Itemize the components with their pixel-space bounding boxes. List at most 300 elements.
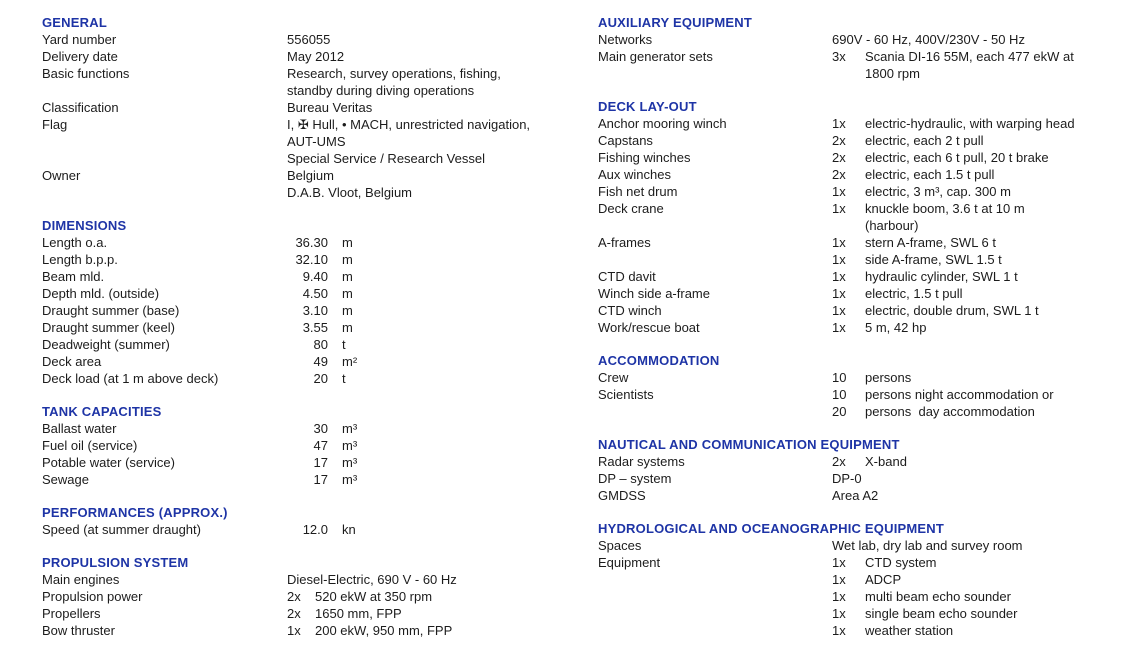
spec-row xyxy=(42,319,567,336)
spec-row xyxy=(42,588,567,605)
spec-label: Bow thruster xyxy=(42,623,115,638)
section-general xyxy=(42,14,567,201)
section-title: HYDROLOGICAL AND OCEANOGRAPHIC EQUIPMENT xyxy=(598,521,945,536)
value-number: 32.10 xyxy=(295,252,328,267)
quantity: 1x xyxy=(832,269,846,284)
section-deck-lay-out xyxy=(598,98,1136,336)
spec-value-line xyxy=(287,65,567,82)
value-text: Wet lab, dry lab and survey room xyxy=(832,538,1023,553)
spec-value xyxy=(832,453,1136,470)
spec-row xyxy=(42,31,567,48)
spec-label: Crew xyxy=(598,370,629,385)
spec-row xyxy=(42,622,567,639)
spec-label: Basic functions xyxy=(42,66,130,81)
spec-label: Fishing winches xyxy=(598,150,691,165)
spec-value-line xyxy=(832,251,1136,268)
spec-label: Classification xyxy=(42,100,119,115)
section-dimensions xyxy=(42,217,567,387)
value-unit: t xyxy=(342,371,346,386)
value-number: 4.50 xyxy=(302,286,328,301)
value-unit: m xyxy=(342,269,353,284)
spec-row xyxy=(598,115,1136,132)
spec-value xyxy=(832,386,1136,420)
spec-value-line xyxy=(287,605,567,622)
quantity: 1x xyxy=(832,572,846,587)
quantity: 3x xyxy=(832,49,846,64)
value-text: May 2012 xyxy=(287,49,345,64)
spec-label: A-frames xyxy=(598,235,651,250)
spec-value-line xyxy=(832,302,1136,319)
spec-value xyxy=(287,99,567,116)
section-title: DECK LAY-OUT xyxy=(598,99,697,114)
spec-value xyxy=(832,470,1136,487)
spec-row xyxy=(598,487,1136,504)
spec-row xyxy=(598,319,1136,336)
spec-value-line xyxy=(287,184,567,201)
spec-row xyxy=(598,537,1136,554)
value-text: 690V - 60 Hz, 400V/230V - 50 Hz xyxy=(832,32,1025,47)
value-number: 12.0 xyxy=(302,522,328,537)
spec-label: Aux winches xyxy=(598,167,671,182)
value-text: DP-0 xyxy=(832,471,862,486)
quantity: 2x xyxy=(832,150,846,165)
value-text: 556055 xyxy=(287,32,331,47)
spec-label: Deck load (at 1 m above deck) xyxy=(42,371,219,386)
column-left xyxy=(42,14,567,639)
value-text: Area A2 xyxy=(832,488,879,503)
spec-value xyxy=(287,353,567,370)
spec-label: Anchor mooring winch xyxy=(598,116,727,131)
spec-label: Speed (at summer draught) xyxy=(42,522,201,537)
quantity: 2x xyxy=(287,606,301,621)
spec-value-line xyxy=(287,48,567,65)
quantity: 1x xyxy=(832,286,846,301)
value-unit: m² xyxy=(342,354,358,369)
spec-row xyxy=(598,48,1136,82)
section-title: GENERAL xyxy=(42,15,107,30)
spec-label: Radar systems xyxy=(598,454,685,469)
spec-label: Sewage xyxy=(42,472,89,487)
section-accommodation xyxy=(598,352,1136,420)
section-title: NAUTICAL AND COMMUNICATION EQUIPMENT xyxy=(598,437,900,452)
quantity: 2x xyxy=(832,133,846,148)
value-text: single beam echo sounder xyxy=(865,606,1018,621)
quantity: 1x xyxy=(832,252,846,267)
value-text: electric, each 1.5 t pull xyxy=(865,167,995,182)
section-title: DIMENSIONS xyxy=(42,218,127,233)
value-text: electric, 1.5 t pull xyxy=(865,286,963,301)
value-text: electric-hydraulic, with warping head xyxy=(865,116,1075,131)
spec-value xyxy=(287,370,567,387)
spec-row xyxy=(598,149,1136,166)
spec-row xyxy=(598,453,1136,470)
spec-row xyxy=(42,454,567,471)
spec-value-line xyxy=(287,133,567,150)
spec-value xyxy=(287,285,567,302)
value-text: AUT-UMS xyxy=(287,134,346,149)
spec-row xyxy=(42,605,567,622)
spec-row xyxy=(598,200,1136,234)
spec-value-line xyxy=(832,369,1136,386)
value-text: stern A-frame, SWL 6 t xyxy=(865,235,997,250)
spec-value xyxy=(287,605,567,622)
value-number: 3.55 xyxy=(302,320,328,335)
value-text: 5 m, 42 hp xyxy=(865,320,927,335)
spec-value-line xyxy=(832,554,1136,571)
spec-label: Depth mld. (outside) xyxy=(42,286,160,301)
spec-label: CTD davit xyxy=(598,269,656,284)
spec-value-line xyxy=(287,622,567,639)
quantity: 10 xyxy=(832,387,847,402)
quantity: 1x xyxy=(832,235,846,250)
spec-value-line xyxy=(287,454,567,471)
spec-value xyxy=(832,537,1136,554)
spec-value-line xyxy=(287,521,567,538)
spec-value xyxy=(832,302,1136,319)
value-unit: m xyxy=(342,320,353,335)
spec-value-line xyxy=(287,319,567,336)
spec-value-line xyxy=(832,166,1136,183)
spec-value xyxy=(287,336,567,353)
value-text: 520 ekW at 350 rpm xyxy=(315,589,433,604)
spec-label: Ballast water xyxy=(42,421,117,436)
spec-row xyxy=(598,234,1136,268)
section-hydrological-and-oceanographic-equipment xyxy=(598,520,1136,639)
spec-value-line xyxy=(832,537,1136,554)
spec-value xyxy=(287,471,567,488)
spec-row xyxy=(42,302,567,319)
spec-value-line xyxy=(287,571,567,588)
quantity: 1x xyxy=(832,320,846,335)
value-unit: m³ xyxy=(342,455,358,470)
spec-row xyxy=(42,234,567,251)
spec-value-line xyxy=(832,268,1136,285)
spec-value xyxy=(832,132,1136,149)
spec-row xyxy=(42,251,567,268)
spec-value xyxy=(287,65,567,99)
spec-value xyxy=(832,268,1136,285)
spec-value-line xyxy=(832,588,1136,605)
section-title: PROPULSION SYSTEM xyxy=(42,555,189,570)
quantity: 1x xyxy=(832,201,846,216)
spec-value-line xyxy=(832,470,1136,487)
value-text: Scania DI-16 55M, each 477 ekW at xyxy=(865,49,1074,64)
spec-row xyxy=(42,48,567,65)
quantity: 20 xyxy=(832,404,847,419)
spec-value xyxy=(832,487,1136,504)
spec-value xyxy=(287,268,567,285)
spec-label: Deck crane xyxy=(598,201,664,216)
spec-value xyxy=(832,149,1136,166)
value-unit: m³ xyxy=(342,421,358,436)
spec-value xyxy=(287,48,567,65)
spec-value xyxy=(832,369,1136,386)
spec-row xyxy=(42,65,567,99)
quantity: 1x xyxy=(832,589,846,604)
spec-value xyxy=(832,285,1136,302)
spec-value xyxy=(287,319,567,336)
spec-label: Propellers xyxy=(42,606,101,621)
section-nautical-and-communication-equipment xyxy=(598,436,1136,504)
spec-label: Main generator sets xyxy=(598,49,713,64)
spec-value-line xyxy=(832,31,1136,48)
spec-label: Flag xyxy=(42,117,68,132)
value-text: electric, 3 m³, cap. 300 m xyxy=(865,184,1011,199)
value-text: 1650 mm, FPP xyxy=(315,606,402,621)
value-text: Special Service / Research Vessel xyxy=(287,151,485,166)
spec-value xyxy=(832,234,1136,268)
value-text: side A-frame, SWL 1.5 t xyxy=(865,252,1002,267)
spec-row xyxy=(42,353,567,370)
spec-label: Length o.a. xyxy=(42,235,108,250)
spec-label: Capstans xyxy=(598,133,653,148)
spec-value-line xyxy=(287,285,567,302)
spec-value-line xyxy=(287,150,567,167)
spec-row xyxy=(42,571,567,588)
value-unit: t xyxy=(342,337,346,352)
spec-value-line xyxy=(832,319,1136,336)
spec-value-line xyxy=(832,403,1136,420)
quantity: 1x xyxy=(832,555,846,570)
value-text: electric, each 2 t pull xyxy=(865,133,984,148)
spec-row xyxy=(42,99,567,116)
spec-label: Delivery date xyxy=(42,49,118,64)
spec-value xyxy=(287,571,567,588)
spec-label: Potable water (service) xyxy=(42,455,175,470)
spec-label: Fuel oil (service) xyxy=(42,438,138,453)
value-unit: m xyxy=(342,252,353,267)
value-number: 30 xyxy=(313,421,328,436)
spec-label: Networks xyxy=(598,32,653,47)
value-number: 3.10 xyxy=(302,303,328,318)
spec-value-line xyxy=(832,605,1136,622)
spec-label: Equipment xyxy=(598,555,661,570)
value-number: 20 xyxy=(313,371,328,386)
quantity: 2x xyxy=(832,167,846,182)
spec-value-line xyxy=(832,115,1136,132)
spec-value-line xyxy=(832,65,1136,82)
value-text: persons day accommodation xyxy=(865,404,1035,419)
spec-value-line xyxy=(287,336,567,353)
section-title: AUXILIARY EQUIPMENT xyxy=(598,15,753,30)
spec-value-line xyxy=(832,487,1136,504)
value-text: I, ✠ Hull, • MACH, unrestricted navigation, xyxy=(287,117,531,132)
quantity: 1x xyxy=(832,623,846,638)
value-unit: kn xyxy=(342,522,356,537)
spec-value-line xyxy=(832,622,1136,639)
spec-row xyxy=(598,166,1136,183)
spec-row xyxy=(598,285,1136,302)
spec-value-line xyxy=(287,471,567,488)
spec-value xyxy=(832,554,1136,639)
spec-row xyxy=(598,302,1136,319)
spec-row xyxy=(598,386,1136,420)
section-auxiliary-equipment xyxy=(598,14,1136,82)
value-unit: m³ xyxy=(342,472,358,487)
spec-value xyxy=(287,622,567,639)
section-title: PERFORMANCES (APPROX.) xyxy=(42,505,228,520)
spec-value-line xyxy=(287,370,567,387)
spec-row xyxy=(598,369,1136,386)
value-unit: m³ xyxy=(342,438,358,453)
spec-row xyxy=(598,554,1136,639)
spec-value-line xyxy=(832,183,1136,200)
spec-row xyxy=(42,116,567,167)
value-text: standby during diving operations xyxy=(287,83,475,98)
value-number: 36.30 xyxy=(295,235,328,250)
spec-value xyxy=(287,31,567,48)
quantity: 1x xyxy=(832,303,846,318)
spec-row xyxy=(42,471,567,488)
spec-value xyxy=(287,167,567,201)
spec-value-line xyxy=(287,251,567,268)
spec-label: Deadweight (summer) xyxy=(42,337,170,352)
value-text: 1800 rpm xyxy=(865,66,920,81)
value-text: Bureau Veritas xyxy=(287,100,373,115)
value-unit: m xyxy=(342,235,353,250)
value-text: (harbour) xyxy=(865,218,919,233)
section-title: ACCOMMODATION xyxy=(598,353,720,368)
spec-value-line xyxy=(287,31,567,48)
value-number: 17 xyxy=(313,455,328,470)
value-text: weather station xyxy=(865,623,954,638)
value-text: Research, survey operations, fishing, xyxy=(287,66,501,81)
spec-value xyxy=(832,115,1136,132)
spec-value-line xyxy=(287,353,567,370)
spec-value-line xyxy=(287,234,567,251)
spec-value-line xyxy=(287,437,567,454)
spec-value xyxy=(287,588,567,605)
value-text: 200 ekW, 950 mm, FPP xyxy=(315,623,453,638)
value-unit: m xyxy=(342,303,353,318)
value-text: knuckle boom, 3.6 t at 10 m xyxy=(865,201,1025,216)
spec-value-line xyxy=(287,116,567,133)
spec-value xyxy=(832,319,1136,336)
spec-label: Propulsion power xyxy=(42,589,143,604)
spec-row xyxy=(42,285,567,302)
value-text: Diesel-Electric, 690 V - 60 Hz xyxy=(287,572,457,587)
spec-value-line xyxy=(287,167,567,184)
spec-row xyxy=(42,370,567,387)
quantity: 2x xyxy=(832,454,846,469)
spec-label: CTD winch xyxy=(598,303,662,318)
spec-value xyxy=(287,521,567,538)
value-text: persons night accommodation or xyxy=(865,387,1054,402)
spec-value-line xyxy=(832,200,1136,217)
spec-value xyxy=(832,31,1136,48)
spec-value-line xyxy=(832,285,1136,302)
spec-row xyxy=(598,31,1136,48)
spec-label: Beam mld. xyxy=(42,269,105,284)
value-number: 80 xyxy=(313,337,328,352)
spec-value xyxy=(832,200,1136,234)
spec-row xyxy=(42,437,567,454)
quantity: 1x xyxy=(832,116,846,131)
spec-value xyxy=(287,234,567,251)
value-text: D.A.B. Vloot, Belgium xyxy=(287,185,412,200)
spec-row xyxy=(42,268,567,285)
spec-value-line xyxy=(287,420,567,437)
section-propulsion-system xyxy=(42,554,567,639)
value-text: Belgium xyxy=(287,168,334,183)
value-text: CTD system xyxy=(865,555,937,570)
value-text: hydraulic cylinder, SWL 1 t xyxy=(865,269,1018,284)
spec-value-line xyxy=(287,99,567,116)
spec-value xyxy=(832,48,1136,82)
value-number: 47 xyxy=(313,438,328,453)
spec-value xyxy=(287,251,567,268)
quantity: 1x xyxy=(832,606,846,621)
spec-value-line xyxy=(832,571,1136,588)
spec-value-line xyxy=(287,268,567,285)
value-number: 9.40 xyxy=(302,269,328,284)
quantity: 10 xyxy=(832,370,847,385)
spec-value xyxy=(287,116,567,167)
spec-value xyxy=(287,420,567,437)
spec-value-line xyxy=(287,82,567,99)
spec-value xyxy=(287,454,567,471)
spec-value-line xyxy=(832,48,1136,65)
section-title: TANK CAPACITIES xyxy=(42,404,162,419)
spec-label: GMDSS xyxy=(598,488,646,503)
quantity: 2x xyxy=(287,589,301,604)
spec-label: Spaces xyxy=(598,538,642,553)
spec-label: Draught summer (base) xyxy=(42,303,180,318)
spec-value xyxy=(287,302,567,319)
value-text: multi beam echo sounder xyxy=(865,589,1011,604)
value-number: 49 xyxy=(313,354,328,369)
value-text: electric, double drum, SWL 1 t xyxy=(865,303,1039,318)
spec-row xyxy=(598,132,1136,149)
spec-value-line xyxy=(832,234,1136,251)
spec-value-line xyxy=(287,302,567,319)
spec-label: Winch side a-frame xyxy=(598,286,710,301)
spec-label: Deck area xyxy=(42,354,102,369)
spec-row xyxy=(42,167,567,201)
spec-value-line xyxy=(832,453,1136,470)
spec-label: Length b.p.p. xyxy=(42,252,118,267)
spec-label: Work/rescue boat xyxy=(598,320,700,335)
spec-label: Main engines xyxy=(42,572,120,587)
spec-value-line xyxy=(832,386,1136,403)
value-number: 17 xyxy=(313,472,328,487)
spec-value xyxy=(832,166,1136,183)
spec-label: Yard number xyxy=(42,32,117,47)
quantity: 1x xyxy=(832,184,846,199)
spec-row xyxy=(598,268,1136,285)
value-text: persons xyxy=(865,370,912,385)
quantity: 1x xyxy=(287,623,301,638)
spec-label: Scientists xyxy=(598,387,654,402)
spec-label: DP – system xyxy=(598,471,672,486)
section-tank-capacities xyxy=(42,403,567,488)
spec-value-line xyxy=(832,132,1136,149)
spec-row xyxy=(42,336,567,353)
spec-value-line xyxy=(832,217,1136,234)
spec-value-line xyxy=(832,149,1136,166)
spec-row xyxy=(42,521,567,538)
spec-value-line xyxy=(287,588,567,605)
spec-value xyxy=(832,183,1136,200)
column-right xyxy=(598,14,1136,639)
value-text: electric, each 6 t pull, 20 t brake xyxy=(865,150,1049,165)
spec-label: Fish net drum xyxy=(598,184,678,199)
spec-label: Owner xyxy=(42,168,81,183)
section-performances-approx xyxy=(42,504,567,538)
value-text: ADCP xyxy=(865,572,902,587)
spec-label: Draught summer (keel) xyxy=(42,320,175,335)
spec-value xyxy=(287,437,567,454)
